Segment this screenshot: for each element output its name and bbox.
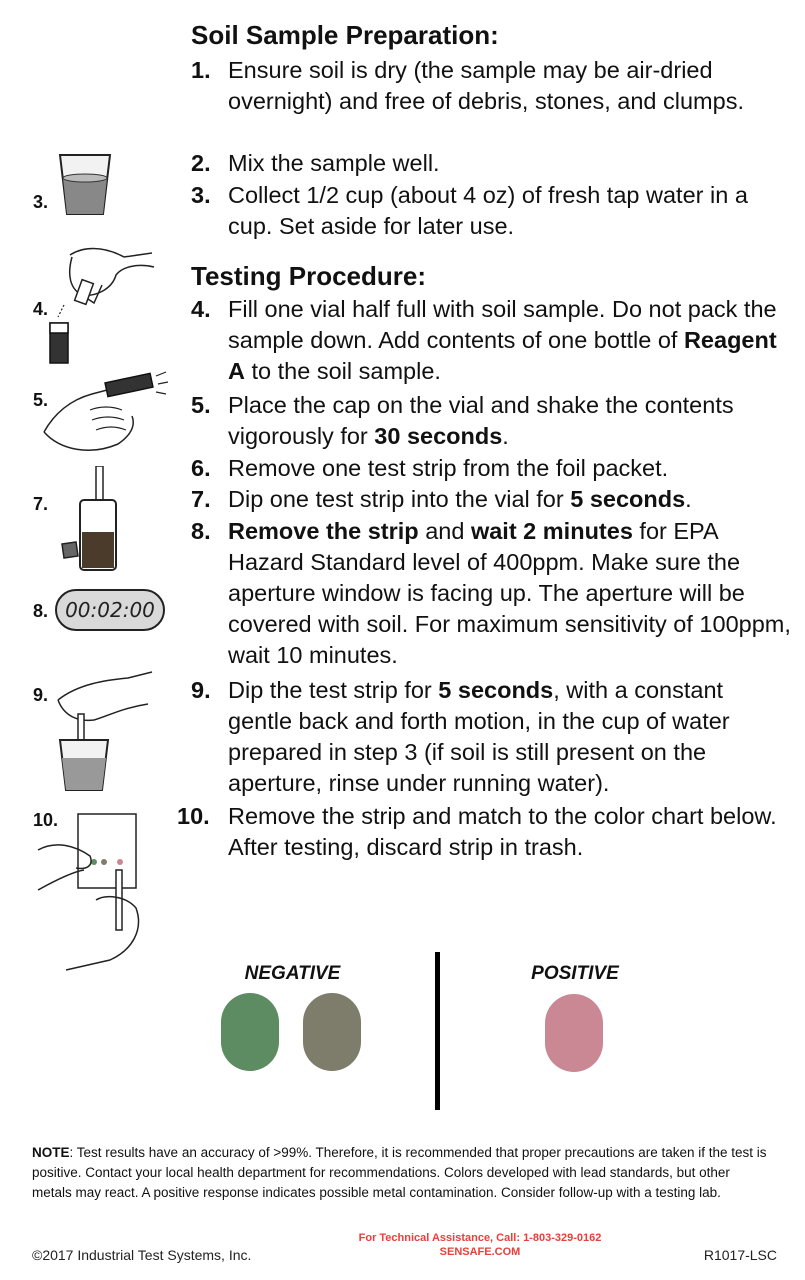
step-text: Remove the strip and wait 2 minutes for EPA Hazard Standard level of 400ppm. Make sure the aperture window is facing up. The aperture will be covered with soil. For maximum sensitivity of 100ppm, wait 10 minutes. — [228, 518, 791, 668]
step-text: Ensure soil is dry (the sample may be air-dried overnight) and free of debris, stones, and clumps. — [228, 57, 744, 114]
rinse-strip-illustration — [48, 660, 158, 800]
step-number: 3. — [191, 182, 211, 208]
step-number: 5. — [191, 392, 211, 418]
match-chart-illustration — [36, 810, 156, 975]
positive-label: POSITIVE — [531, 963, 619, 984]
chart-divider — [435, 952, 440, 1110]
water-cup-illustration — [55, 150, 115, 220]
testing-heading: Testing Procedure: — [191, 261, 427, 291]
step-number: 2. — [191, 150, 211, 176]
step-number: 8. — [191, 518, 211, 544]
testing-step-8 — [191, 516, 791, 671]
testing-step-5 — [191, 390, 791, 452]
step-text: Remove one test strip from the foil packet. — [228, 455, 669, 481]
step-text: Dip the test strip for 5 seconds, with a constant gentle back and forth motion, in the cup of water prepared in step 3 (if soil is still present on the aperture, rinse under running water). — [228, 677, 730, 796]
testing-step-4 — [191, 294, 791, 387]
step-number: 10. — [177, 803, 210, 829]
note-label: NOTE — [32, 1145, 70, 1160]
prep-heading: Soil Sample Preparation: — [191, 20, 499, 50]
step-text: Dip one test strip into the vial for 5 seconds. — [228, 486, 692, 512]
figure-label-10: 10. — [33, 810, 59, 830]
step-text: Fill one vial half full with soil sample. Do not pack the sample down. Add contents of one bottle of Reagent A to the soil sample. — [228, 296, 777, 384]
step-number: 7. — [191, 486, 211, 512]
prep-step-3 — [191, 180, 791, 242]
testing-step-9 — [191, 675, 791, 799]
testing-step-7 — [191, 484, 791, 515]
prep-step-2 — [191, 148, 791, 179]
step-number: 1. — [191, 57, 211, 83]
figure-label-7: 7. — [33, 494, 49, 514]
website-link[interactable]: SENSAFE.COM — [439, 1246, 521, 1258]
step-text: Mix the sample well. — [228, 150, 440, 176]
note-paragraph — [32, 1143, 772, 1203]
testing-step-10 — [177, 801, 791, 863]
step-text: Remove the strip and match to the color chart below. After testing, discard strip in trash. — [228, 803, 777, 860]
document-code: R1017-LSC — [703, 1247, 777, 1263]
prep-step-1 — [191, 55, 791, 117]
figure-label-5: 5. — [33, 390, 49, 410]
negative-swatch-olive — [303, 993, 361, 1071]
shake-vial-illustration — [40, 370, 170, 460]
positive-swatch-pink — [545, 994, 603, 1072]
testing-step-6 — [191, 453, 791, 484]
step-text: Place the cap on the vial and shake the contents vigorously for 30 seconds. — [228, 392, 734, 449]
figure-label-8: 8. — [33, 601, 49, 621]
dip-strip-vial-illustration — [58, 466, 128, 574]
add-reagent-illustration — [42, 245, 162, 370]
step-number: 6. — [191, 455, 211, 481]
technical-assistance: For Technical Assistance, Call: 1-803-329-0162 — [358, 1232, 602, 1244]
step-text: Collect 1/2 cup (about 4 oz) of fresh tap water in a cup. Set aside for later use. — [228, 182, 748, 239]
timer-display: 00:02:00 — [55, 589, 165, 631]
negative-label: NEGATIVE — [244, 963, 341, 984]
figure-label-3: 3. — [33, 192, 49, 212]
figure-label-9: 9. — [33, 685, 49, 705]
step-number: 4. — [191, 296, 211, 322]
copyright: ©2017 Industrial Test Systems, Inc. — [32, 1247, 252, 1263]
figure-label-4: 4. — [33, 299, 49, 319]
negative-swatch-green — [221, 993, 279, 1071]
note-text: : Test results have an accuracy of >99%. Therefore, it is recommended that proper precautions are taken if the test is positive. Contact your local health department for recommendations. Colors developed with lead standards, but other metals may react. A positive response indicates possible metal contamination. Consider follow-up with a testing lab. — [32, 1145, 767, 1200]
step-number: 9. — [191, 677, 211, 703]
